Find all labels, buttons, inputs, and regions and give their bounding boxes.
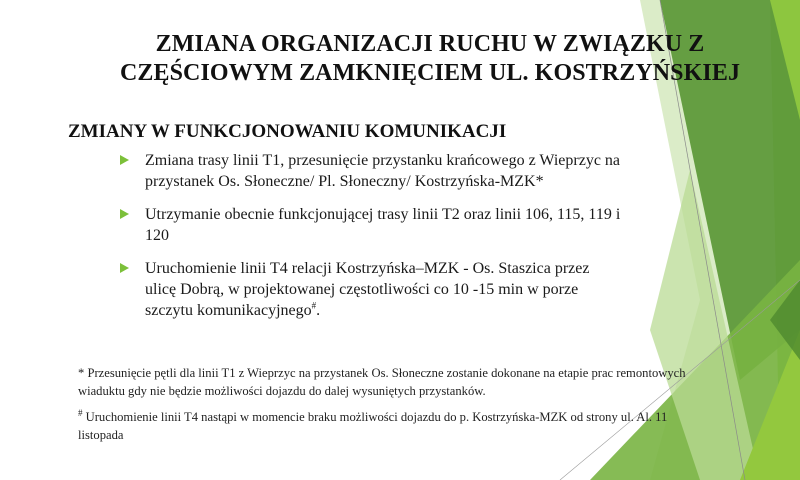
footnote-marker: # [311,300,317,311]
bullet-list [118,150,678,333]
triangle-bullet-icon [120,263,129,273]
footnote-hash: # Uruchomienie linii T4 nastąpi w momencie braku możliwości dojazdu do p. Kostrzyńska-MZK od strony ul. Al. 11 listopada [78,407,668,442]
triangle-bullet-icon [120,209,129,219]
bullet-item: Utrzymanie obecnie funkcjonującej trasy linii T2 oraz linii 106, 115, 119 i 120 [118,204,678,246]
bullet-item: Uruchomienie linii T4 relacji Kostrzyńska–MZK - Os. Staszica przez ulicę Dobrą, w projektowanej częstotliwości co 10 -15 min w porze szczytu komunikacyjnego#. [118,258,678,321]
section-heading: ZMIANY W FUNKCJONOWANIU KOMUNIKACJI [68,121,507,142]
triangle-bullet-icon [120,155,129,165]
slide-title [60,30,800,88]
title-line-2: CZĘŚCIOWYM ZAMKNIĘCIEM UL. KOSTRZYŃSKIEJ [119,60,741,86]
bullet-item: Zmiana trasy linii T1, przesunięcie przystanku krańcowego z Wieprzyc na przystanek Os. Słoneczne/ Pl. Słoneczny/ Kostrzyńska-MZK* [118,150,678,192]
footnote-asterisk: * Przesunięcie pętli dla linii T1 z Wieprzyc na przystanek Os. Słoneczne zostanie dokonane na etapie prac remontowych wiaduktu gdy nie będzie możliwości dojazdu do dalej wysuniętych przystanków. [78,366,686,398]
title-line-1: ZMIANA ORGANIZACJI RUCHU W ZWIĄZKU Z [155,31,705,57]
footnotes [78,364,790,452]
